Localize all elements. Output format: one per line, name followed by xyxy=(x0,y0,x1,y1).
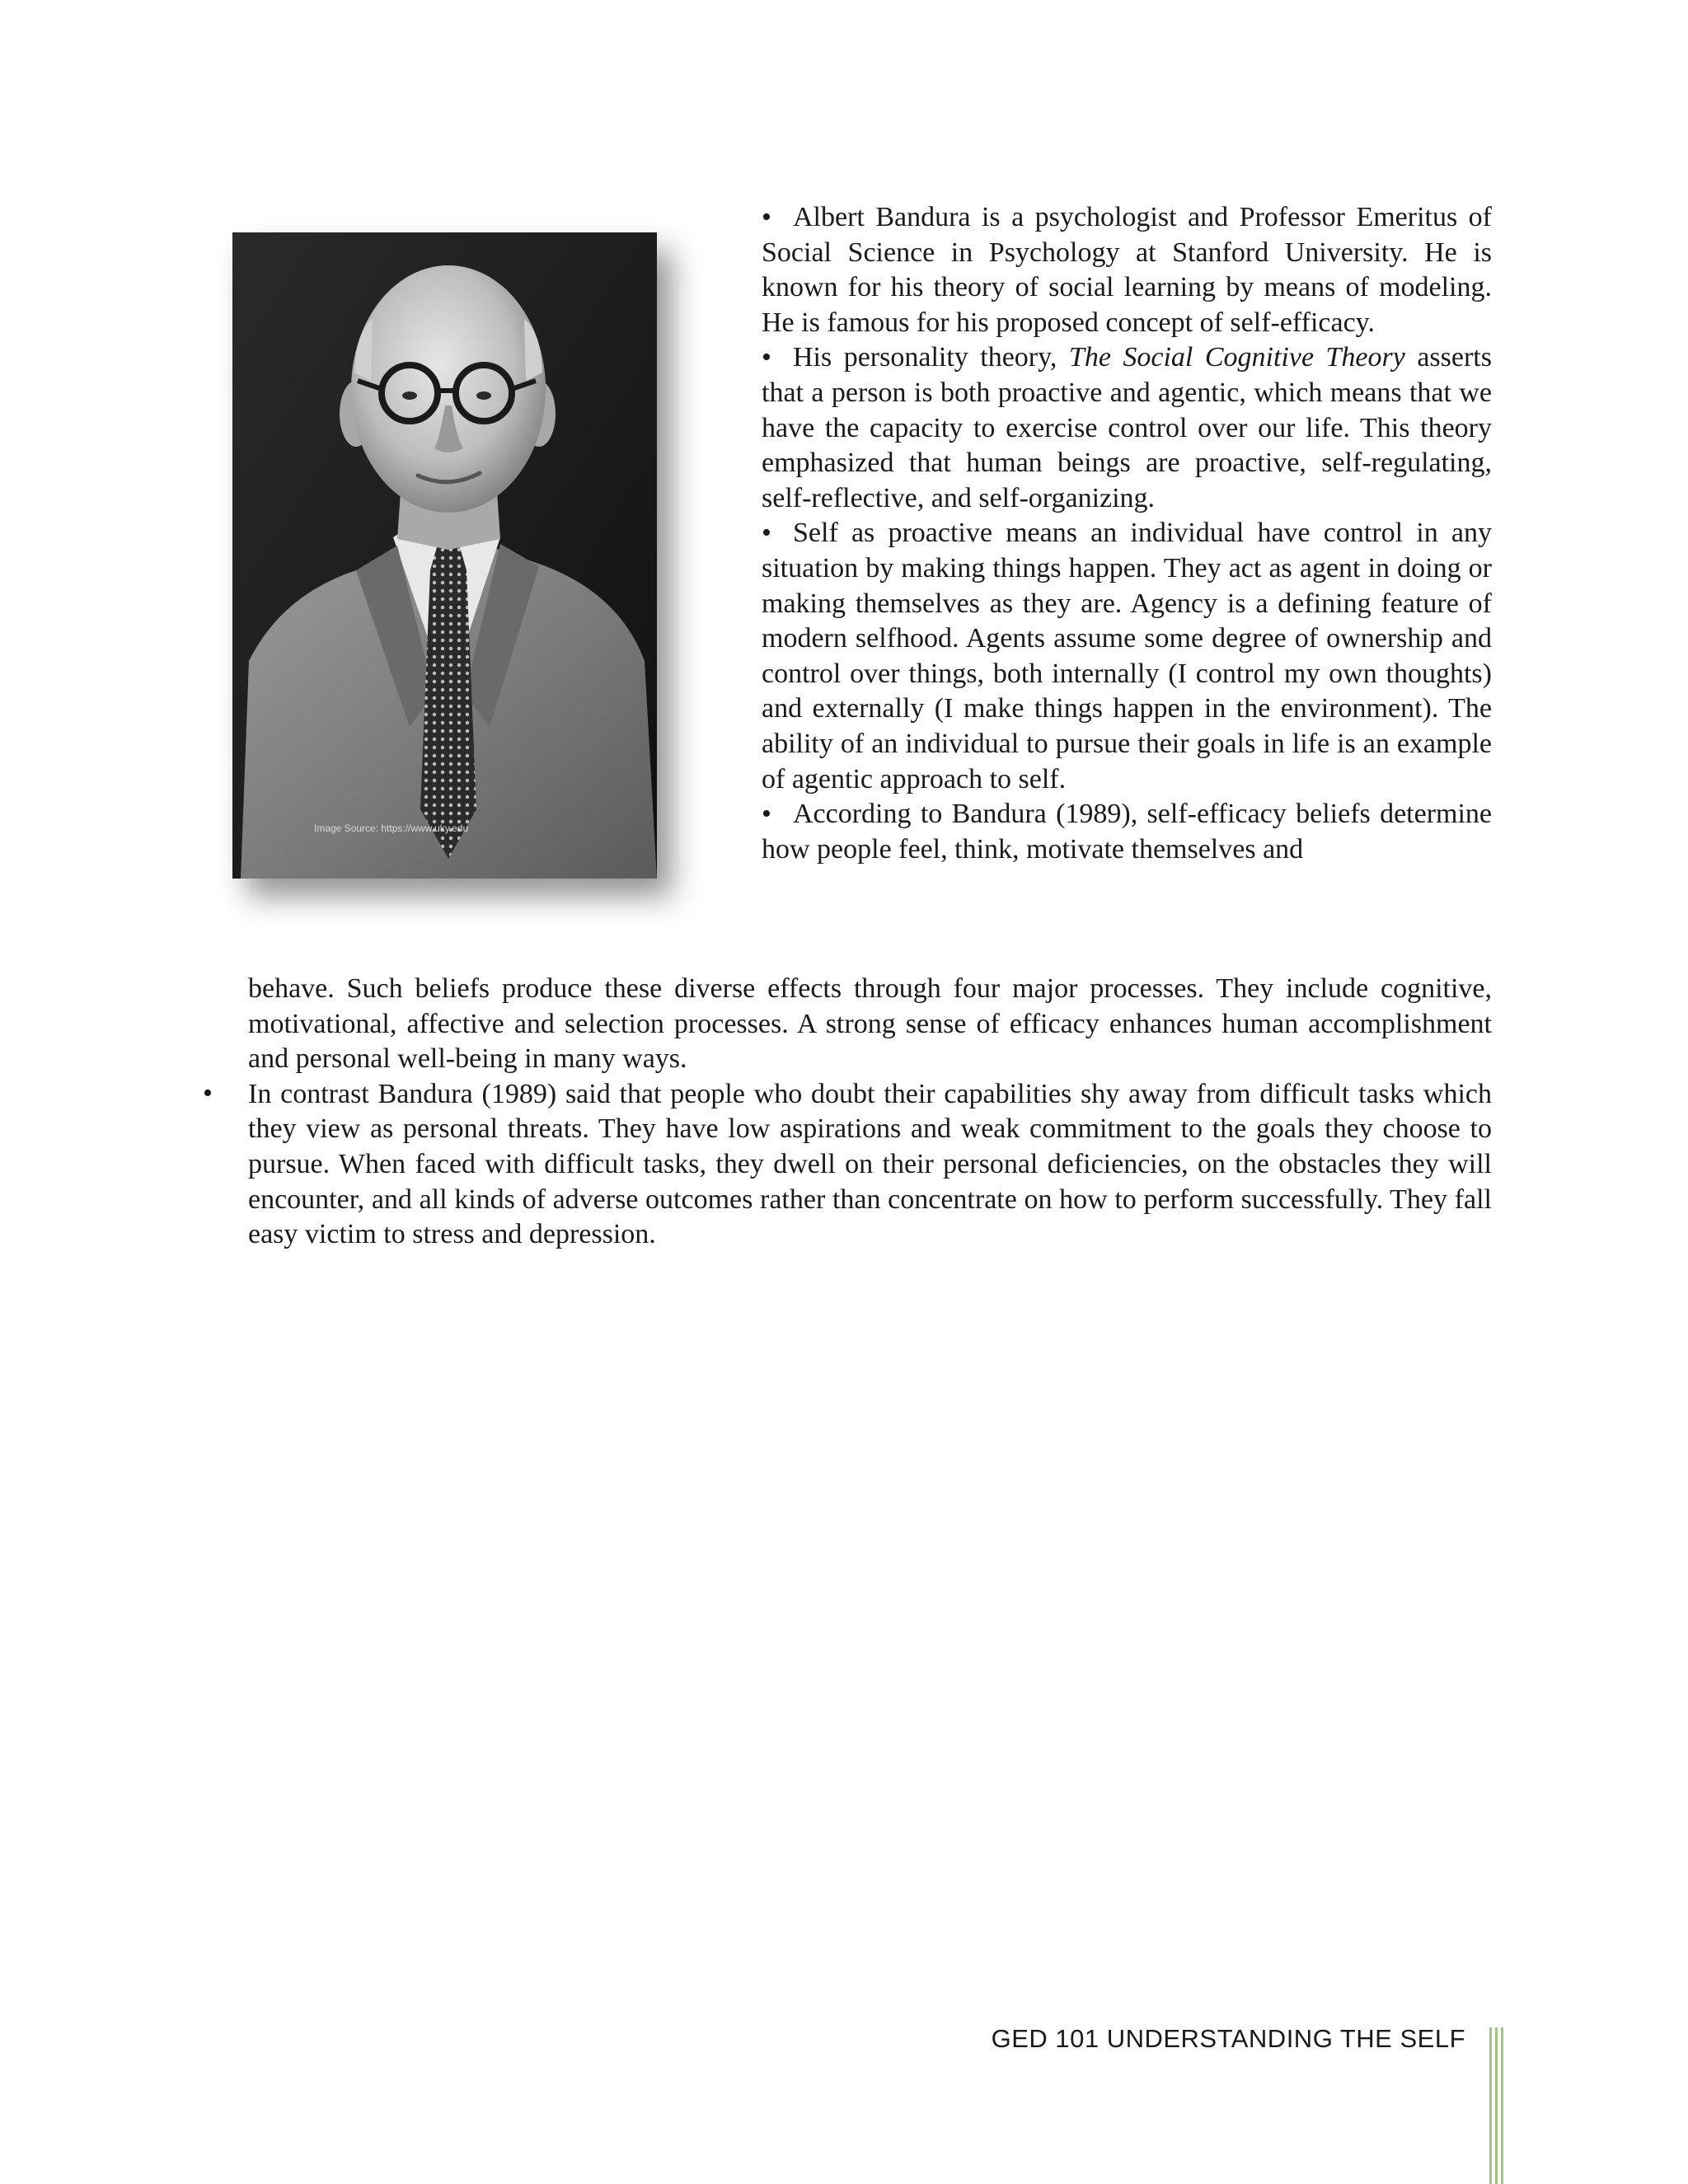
bullet-glyph: • xyxy=(762,799,771,830)
full-width-text xyxy=(248,972,1492,1253)
paragraph-in-contrast: In contrast Bandura (1989) said that people who doubt their capabilities shy away from difficult tasks which they view as personal threats. They have low aspirations and weak commitment to the goals they choose to pursue. When faced with difficult tasks, they dwell on their personal deficiencies, on the obstacles they will encounter, and all kinds of adverse outcomes rather than concentrate on how to perform successfully. They fall easy victim to stress and depression. xyxy=(248,1078,1492,1250)
paragraph-self-efficacy-start: • According to Bandura (1989), self-efficacy beliefs determine how people feel, think, motivate themselves and xyxy=(762,799,1492,865)
footer-bar xyxy=(1495,2027,1498,2184)
bullet-glyph: • xyxy=(762,202,771,232)
footer-accent-bars xyxy=(1489,2027,1506,2184)
footer-course-title: GED 101 UNDERSTANDING THE SELF xyxy=(991,2024,1465,2053)
bullet-glyph: • xyxy=(762,518,771,549)
paragraph-self-efficacy-continued: behave. Such beliefs produce these diverse effects through four major processes. They include cognitive, motivational, affective and selection processes. A strong sense of efficacy enhances human accomplishment and personal well-being in many ways. xyxy=(248,973,1492,1075)
portrait-image xyxy=(232,232,657,879)
footer-bar xyxy=(1489,2027,1492,2184)
image-source-caption: Image Source: https://www.uky.edu xyxy=(314,823,469,834)
bullet-glyph: • xyxy=(762,342,771,373)
portrait-photo xyxy=(232,232,657,879)
paragraph-personality-theory: • His personality theory, The Social Cognitive Theory asserts that a person is both proactive and agentic, which means that we have the capacity to exercise control over our life. This theory emphasized that human beings are proactive, self-regulating, self-reflective, and self-organizing. xyxy=(762,342,1492,513)
bullet-glyph: • xyxy=(203,1078,213,1108)
paragraph-bandura-intro: • Albert Bandura is a psychologist and Professor Emeritus of Social Science in Psychology at Stanford University. He is known for his theory of social learning by means of modeling. He is famous for his proposed concept of self-efficacy. xyxy=(762,202,1492,338)
footer-bar xyxy=(1501,2027,1503,2184)
right-column-text xyxy=(762,200,1492,867)
theory-title: The Social Cognitive Theory xyxy=(1068,342,1405,373)
paragraph-self-proactive: • Self as proactive means an individual have control in any situation by making things happen. They act as agent in doing or making themselves as they are. Agency is a defining feature of modern selfhood. Agents assume some degree of ownership and control over things, both internally (I control my own thoughts) and externally (I make things happen in the environment). The ability of an individual to pursue their goals in life is an example of agentic approach to self. xyxy=(762,518,1492,794)
